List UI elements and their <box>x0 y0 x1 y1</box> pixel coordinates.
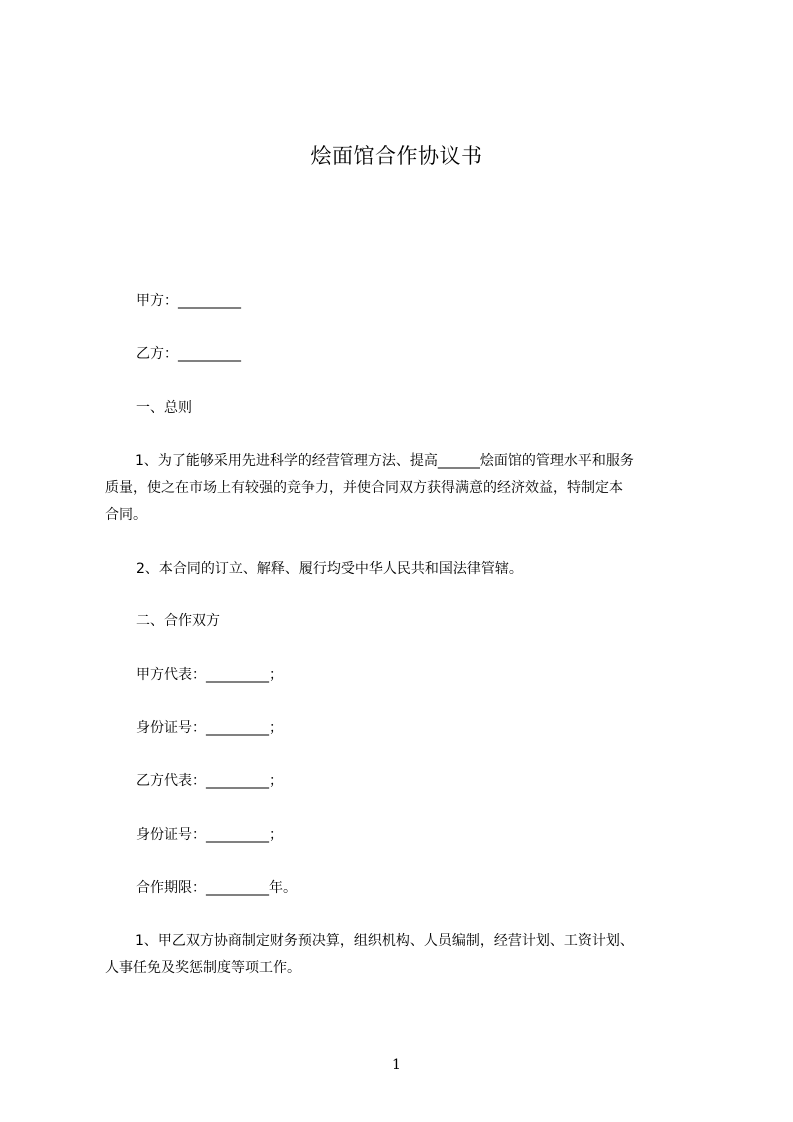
section-general-heading: 一、总则 <box>136 400 192 416</box>
page-number: 1 <box>392 1057 401 1073</box>
parties-clause-1 <box>105 928 705 982</box>
general-clause-2: 2、本合同的订立、解释、履行均受中华人民共和国法律管辖。 <box>136 561 523 577</box>
parties-clause-1-line-1: 1、甲乙双方协商制定财务预决算，组织机构、人员编制，经营计划、工资计划、 <box>135 933 634 949</box>
general-clause-1-line-2: 质量，使之在市场上有较强的竞争力，并使合同双方获得满意的经济效益，特制定本 <box>105 480 623 496</box>
cooperation-term: 合作期限：_________年。 <box>136 880 297 896</box>
party-b-representative: 乙方代表：_________； <box>136 773 283 789</box>
general-clause-1-line-1: 1、为了能够采用先进科学的经营管理方法、提高______烩面馆的管理水平和服务 <box>135 453 634 469</box>
party-b-line: 乙方：_________ <box>136 346 241 362</box>
party-b-id-number: 身份证号：_________； <box>136 827 283 843</box>
general-clause-1-line-3: 合同。 <box>105 507 147 523</box>
party-a-id-number: 身份证号：_________； <box>136 720 283 736</box>
general-clause-1 <box>105 448 705 529</box>
party-a-representative: 甲方代表：_________； <box>136 667 283 683</box>
section-parties-heading: 二、合作双方 <box>136 613 220 629</box>
parties-clause-1-line-2: 人事任免及奖惩制度等项工作。 <box>105 960 301 976</box>
document-title: 烩面馆合作协议书 <box>310 144 483 168</box>
party-a-line: 甲方：_________ <box>136 293 241 309</box>
